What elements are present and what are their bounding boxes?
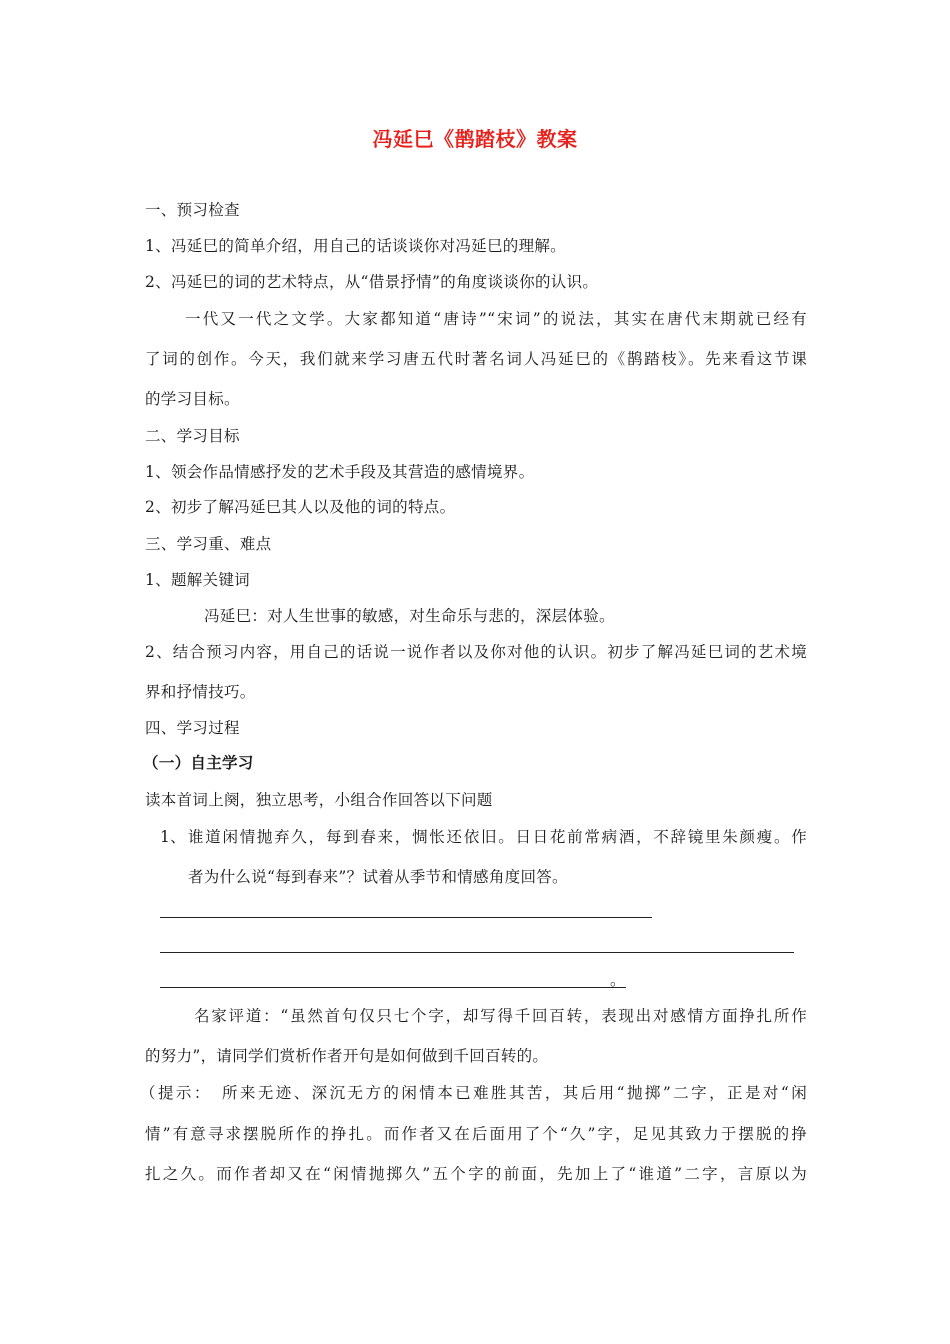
paragraph-line: 2、冯延巳的词的艺术特点，从“借景抒情”的角度谈谈你的认识。 [145, 273, 599, 291]
paragraph-line: 界和抒情技巧。 [145, 683, 256, 701]
section-heading-key-points: 三、学习重、难点 [145, 535, 272, 553]
paragraph-line: 1、领会作品情感抒发的艺术手段及其营造的感情境界。 [145, 463, 535, 481]
section-heading-learning-process: 四、学习过程 [145, 719, 240, 737]
paragraph-line: 冯延巳：对人生世事的敏感，对生命乐与悲的，深层体验。 [204, 607, 615, 625]
paragraph-line: 一代又一代之文学。大家都知道“唐诗”“宋词”的说法，其实在唐代末期就已经有 [185, 310, 807, 328]
answer-end-mark: 。 [610, 971, 626, 989]
hint-line: 情”有意寻求摆脱所作的挣扎。而作者又在后面用了个“久”字，足见其致力于摆脱的挣 [145, 1125, 807, 1143]
paragraph-line: 了词的创作。今天，我们就来学习唐五代时著名词人冯延巳的《鹊踏枝》。先来看这节课 [145, 350, 807, 368]
section-heading-preview-check: 一、预习检查 [145, 201, 240, 219]
hint-line: 扎之久。而作者却又在“闲情抛掷久”五个字的前面，先加上了“谁道”二字，言原以为 [145, 1165, 807, 1183]
paragraph-line: 的学习目标。 [145, 390, 240, 408]
paragraph-line: 2、初步了解冯延巳其人以及他的词的特点。 [145, 498, 456, 516]
question-text: 谁道闲情抛弃久，每到春来，惆怅还依旧。日日花前常病酒，不辞镜里朱颜瘦。作 [188, 828, 807, 846]
paragraph-line: 2、结合预习内容，用自己的话说一说作者以及你对他的认识。初步了解冯延巳词的艺术境 [145, 643, 807, 661]
document-title: 冯延巳《鹊踏枝》教案 [372, 127, 578, 151]
paragraph-line: 的努力”，请同学们赏析作者开句是如何做到千回百转的。 [145, 1047, 549, 1065]
subsection-heading-self-study: （一）自主学习 [143, 754, 254, 772]
question-text: 者为什么说“每到春来”？试着从季节和情感角度回答。 [188, 868, 568, 886]
paragraph-line: 1、题解关键词 [145, 571, 250, 589]
answer-blank-line[interactable] [160, 987, 626, 988]
answer-blank-line[interactable] [160, 917, 652, 918]
answer-blank-line[interactable] [160, 952, 794, 953]
hint-line: （提示： 所来无迹、深沉无方的闲情本已难胜其苦，其后用“抛掷”二字，正是对“闲 [140, 1084, 807, 1102]
paragraph-line: 名家评道：“虽然首句仅只七个字，却写得千回百转，表现出对感情方面挣扎所作 [194, 1007, 807, 1025]
paragraph-line: 1、冯延巳的简单介绍，用自己的话谈谈你对冯延巳的理解。 [145, 237, 566, 255]
question-number: 1、 [160, 828, 186, 846]
section-heading-learning-goals: 二、学习目标 [145, 427, 240, 445]
paragraph-line: 读本首词上阕，独立思考，小组合作回答以下问题 [145, 791, 493, 809]
